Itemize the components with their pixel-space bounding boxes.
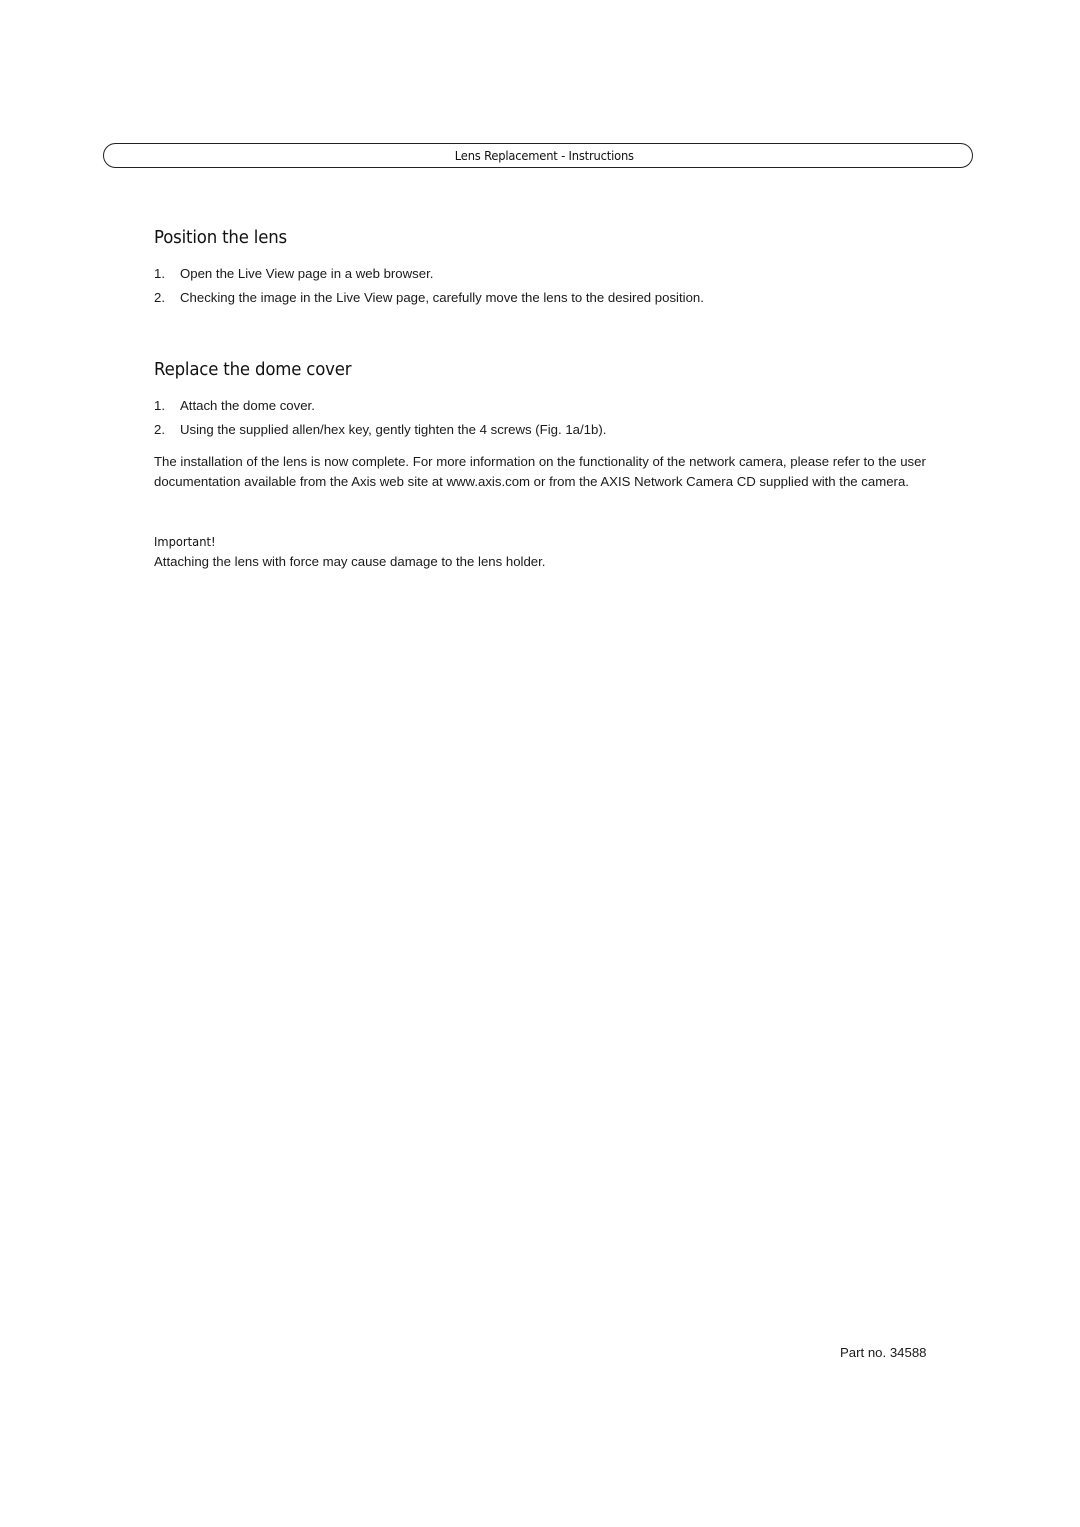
step-text: Open the Live View page in a web browser. — [180, 266, 434, 281]
step-text: Attach the dome cover. — [180, 398, 315, 413]
step-number: 1. — [154, 398, 165, 413]
section-title-position-lens: Position the lens — [154, 227, 287, 248]
section-title-replace-dome-cover: Replace the dome cover — [154, 359, 352, 380]
important-text: Attaching the lens with force may cause damage to the lens holder. — [154, 554, 546, 569]
step-number: 2. — [154, 290, 165, 305]
list-item — [154, 290, 704, 306]
document-title: Lens Replacement - Instructions — [454, 148, 634, 163]
step-number: 2. — [154, 422, 165, 437]
important-label: Important! — [154, 534, 216, 549]
document-header — [103, 143, 973, 168]
part-number: Part no. 34588 — [840, 1345, 927, 1360]
step-text: Using the supplied allen/hex key, gently tighten the 4 screws (Fig. 1a/1b). — [180, 422, 607, 437]
step-text: Checking the image in the Live View page, carefully move the lens to the desired position. — [180, 290, 704, 305]
completion-paragraph: The installation of the lens is now complete. For more information on the functionality of the network camera, please refer to the user documentation available from the Axis web site at www.axis.com or from the AXIS Network Camera CD supplied with the camera. — [154, 454, 926, 489]
list-item — [154, 266, 433, 282]
step-number: 1. — [154, 266, 165, 281]
list-item — [154, 422, 606, 438]
list-item — [154, 398, 315, 414]
